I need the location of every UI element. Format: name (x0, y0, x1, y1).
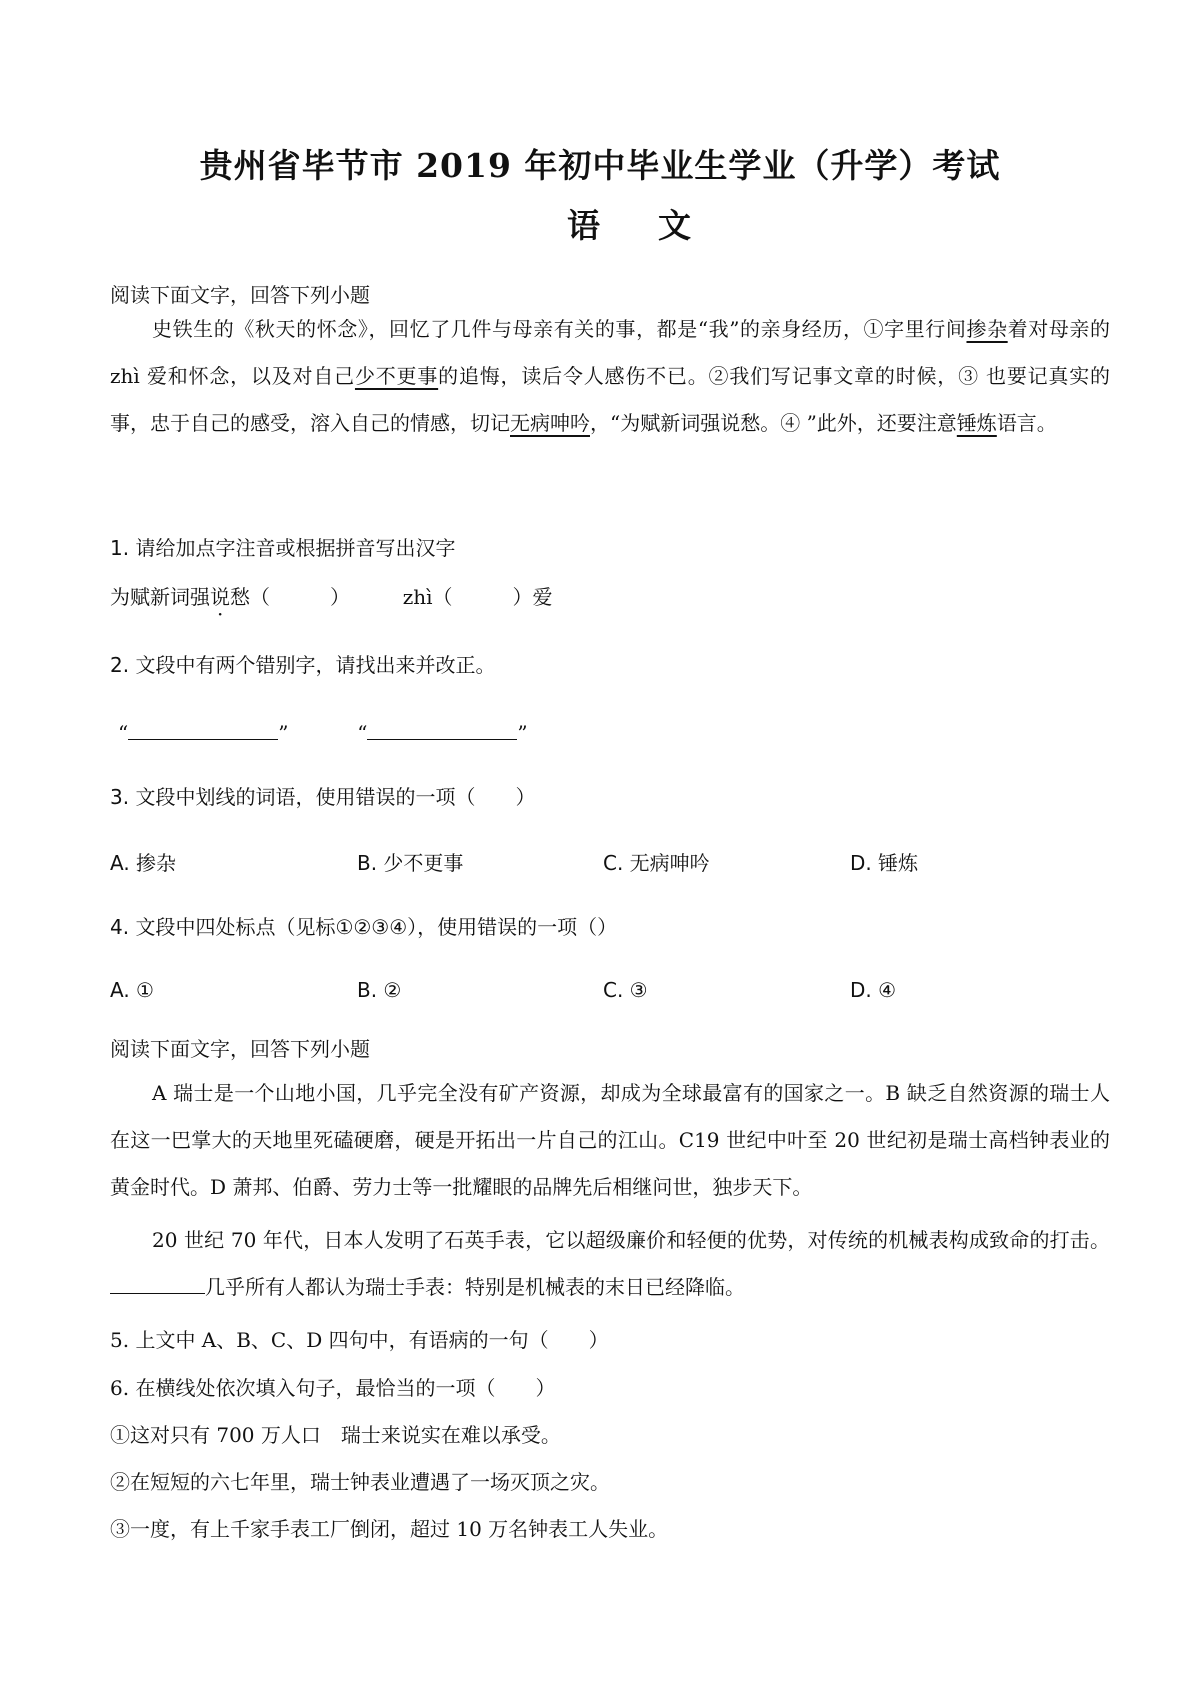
q3-option-b[interactable]: B. 少不更事 (357, 851, 464, 875)
q2-answer-row (118, 718, 528, 748)
close-quote: ” (517, 721, 528, 745)
answer-blank-2[interactable] (367, 719, 517, 740)
q4-option-b[interactable]: B. ② (357, 978, 402, 1002)
passage-text: 的追悔，读后令人感伤不已。②我们写记事文章的时候，③ 也要记真实的事，忠于自己的感受，溶入自己的情感，切记 (110, 364, 1111, 435)
q6-sentence-1: ①这对只有 700 万人口 瑞士来说实在难以承受。 (110, 1423, 561, 1447)
passage-text: 史铁生的《秋天的怀念》，回忆了几件与母亲有关的事，都是“我”的亲身经历，①字里行间 (152, 317, 967, 341)
q4-stem: 4. 文段中四处标点（见标①②③④），使用错误的一项（） (110, 915, 618, 939)
section2-passage-p1: A 瑞士是一个山地小国，几乎完全没有矿产资源，却成为全球最富有的国家之一。B 缺乏自然资源的瑞士人在这一巴掌大的天地里死磕硬磨，硬是开拓出一片自己的江山。C19 世纪中叶至 20 世纪初是瑞士高档钟表业的黄金时代。D 萧邦、伯爵、劳力士等一批耀眼的品牌先后相继问世，独步天下。 (110, 1081, 1110, 1199)
section1-passage (110, 306, 1110, 447)
q6-stem: 6. 在横线处依次填入句子，最恰当的一项（ ） (110, 1376, 556, 1400)
underlined-word: 少不更事 (354, 364, 439, 388)
passage-text: 语言。 (996, 411, 1057, 435)
q1-part1-suffix: 愁（ ） (230, 585, 350, 609)
underlined-word: 无病呻吟 (510, 411, 590, 435)
q4-option-a[interactable]: A. ① (110, 978, 154, 1002)
q3-option-a[interactable]: A. 掺杂 (110, 851, 177, 875)
passage-text: 着对母亲的 zhì 爱和怀念，以及对自己 (110, 317, 1111, 388)
q1-answer-row (110, 582, 553, 612)
passage-text: ，“为赋新词强说愁。④ ”此外，还要注意 (590, 411, 957, 435)
subject-title: 语文 (567, 206, 749, 245)
fill-in-blank[interactable] (110, 1273, 205, 1294)
q3-option-c[interactable]: C. 无病呻吟 (603, 851, 710, 875)
passage-text: 几乎所有人都认为瑞士手表：特别是机械表的末日已经降临。 (205, 1275, 745, 1299)
open-quote: “ (357, 721, 368, 745)
q6-sentence-3: ③一度，有上千家手表工厂倒闭，超过 10 万名钟表工人失业。 (110, 1517, 669, 1541)
section2-instruction: 阅读下面文字，回答下列小题 (110, 1037, 370, 1061)
q3-option-d[interactable]: D. 锤炼 (850, 851, 919, 875)
underlined-word: 锤炼 (956, 411, 997, 435)
q4-option-c[interactable]: C. ③ (603, 978, 648, 1002)
underlined-word: 掺杂 (966, 317, 1008, 341)
section1-instruction: 阅读下面文字，回答下列小题 (110, 283, 370, 307)
q1-part1-prefix: 为赋新词强 (110, 585, 210, 609)
q3-stem: 3. 文段中划线的词语，使用错误的一项（ ） (110, 785, 536, 809)
q4-option-d[interactable]: D. ④ (850, 978, 897, 1002)
exam-title: 贵州省毕节市 2019 年初中毕业生学业（升学）考试 (199, 146, 1001, 185)
passage-text: 20 世纪 70 年代，日本人发明了石英手表，它以超级廉价和轻便的优势，对传统的机械表构成致命的打击。 (152, 1228, 1110, 1252)
q1-stem: 1. 请给加点字注音或根据拼音写出汉字 (110, 536, 456, 560)
q2-stem: 2. 文段中有两个错别字，请找出来并改正。 (110, 653, 496, 677)
q1-part2: zhì（ ）爱 (402, 585, 553, 609)
q6-sentence-2: ②在短短的六七年里，瑞士钟表业遭遇了一场灭顶之灾。 (110, 1470, 610, 1494)
close-quote: ” (278, 721, 289, 745)
section2-passage-p2 (110, 1217, 1110, 1311)
dotted-character: 说 (210, 585, 230, 609)
q5-stem: 5. 上文中 A、B、C、D 四句中，有语病的一句（ ） (110, 1328, 609, 1352)
open-quote: “ (118, 721, 129, 745)
answer-blank-1[interactable] (128, 719, 278, 740)
